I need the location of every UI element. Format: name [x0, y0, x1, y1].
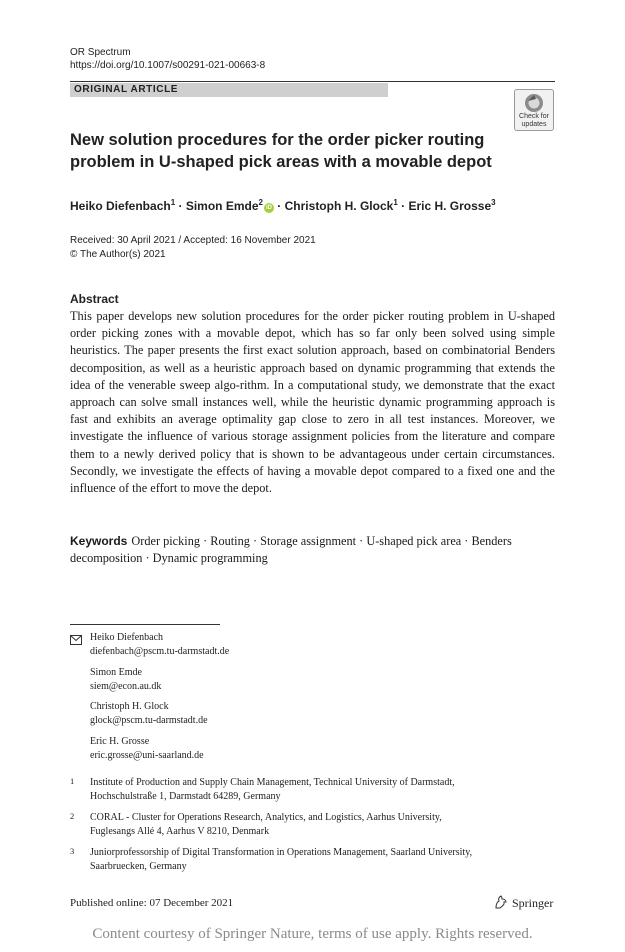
copyright-notice: © The Author(s) 2021	[70, 249, 166, 260]
affiliation-text	[90, 811, 550, 839]
keywords-label: Keywords	[70, 534, 128, 548]
author-affiliation-marker: 2	[258, 198, 263, 207]
title-line-1: New solution procedures for the order picker routing	[70, 131, 485, 149]
author-name[interactable]: Heiko Diefenbach	[70, 199, 171, 213]
affiliation-text	[90, 776, 550, 804]
contact-email[interactable]: eric.grosse@uni-saarland.de	[90, 750, 204, 761]
author-separator: ·	[397, 199, 409, 213]
check-updates-line-1: Check for	[519, 113, 549, 120]
orcid-icon[interactable]: iD	[265, 205, 272, 211]
springer-logo	[493, 894, 553, 911]
affiliation-line: Institute of Production and Supply Chain Management, Technical University of Darmstadt,	[90, 777, 455, 788]
author-separator: ·	[175, 199, 186, 213]
contact-name: Heiko Diefenbach	[90, 632, 164, 643]
affiliation-number: 2	[70, 811, 75, 821]
author-name[interactable]: Eric H. Grosse	[408, 199, 492, 213]
affiliation-line: Juniorprofessorship of Digital Transformation in Operations Management, Saarland University,	[90, 847, 473, 858]
article-title	[70, 129, 530, 173]
affiliation-line: CORAL - Cluster for Operations Research, Analytics, and Logistics, Aarhus University,	[90, 812, 442, 823]
doi-link[interactable]: https://doi.org/10.1007/s00291-021-00663-8	[70, 60, 266, 71]
author-name[interactable]: Christoph H. Glock	[284, 199, 394, 213]
springer-wordmark: Springer	[512, 896, 554, 910]
author-affiliation-marker: 3	[491, 198, 496, 207]
author-separator: ·	[273, 199, 285, 213]
received-accepted-dates: Received: 30 April 2021 / Accepted: 16 November 2021	[70, 235, 316, 246]
footnote-rule	[70, 624, 220, 625]
header-rule	[70, 81, 555, 82]
affiliation-number: 1	[70, 776, 75, 786]
keywords-text: Order picking · Routing · Storage assignment · U-shaped pick area · Benders decomposition · Dynamic programming	[70, 534, 512, 566]
affiliation-line: Fuglesangs Allé 4, Aarhus V 8210, Denmark	[90, 826, 270, 837]
affiliation-line: Saarbruecken, Germany	[90, 861, 187, 872]
author-affiliation-marker: 1	[393, 198, 398, 207]
contact-name: Christoph H. Glock	[90, 701, 169, 712]
article-type-banner: ORIGINAL ARTICLE	[70, 83, 388, 97]
affiliation-number: 3	[70, 846, 75, 856]
author-affiliation-marker: 1	[170, 198, 176, 207]
abstract-heading: Abstract	[70, 292, 119, 306]
affiliation-text	[90, 846, 550, 874]
abstract-text: This paper develops new solution procedures for the order picker routing problem in U-shaped order picking zones with a movable depot, which has so far only been solved using simple heuristics. The paper presents the first exact solution approach, based on combinatorial Benders decomposition, as well as a heuristic approach based on dynamic programming that extends the idea of the venerable sweep algo-rithm. In a computational study, we demonstrate that the exact approach can solve small instances well, while the heuristic dynamic programming approach is fast and exhibits an average optimality gap close to zero in all test instances. Moreover, we investigate the influence of various storage assignment policies from the literature and compare them to a newly derived policy that is shown to be advantageous under certain circumstances. Secondly, we investigate the effects of having a movable depot compared to a fixed one and the influence of the effort to move the depot.	[70, 309, 555, 496]
keywords-section	[70, 533, 555, 567]
title-line-2: problem in U-shaped pick areas with a movable depot	[70, 153, 492, 171]
affiliation-line: Hochschulstraße 1, Darmstadt 64289, Germany	[90, 791, 281, 802]
published-online-date: Published online: 07 December 2021	[70, 897, 234, 909]
contact-email[interactable]: diefenbach@pscm.tu-darmstadt.de	[90, 646, 230, 657]
copyright-courtesy-notice: Content courtesy of Springer Nature, terms of use apply. Rights reserved.	[92, 926, 533, 942]
contact-email[interactable]: glock@pscm.tu-darmstadt.de	[90, 715, 208, 726]
envelope-icon	[70, 632, 82, 650]
contact-email[interactable]: siem@econ.au.dk	[90, 681, 162, 692]
contact-name: Eric H. Grosse	[90, 736, 150, 747]
contact-name: Simon Emde	[90, 667, 142, 678]
author-list	[70, 195, 496, 214]
check-updates-line-2: updates	[521, 121, 547, 128]
springer-horse-icon	[493, 894, 509, 910]
check-updates-icon	[524, 93, 544, 113]
author-name[interactable]: Simon Emde	[185, 199, 259, 213]
check-for-updates-badge[interactable]	[514, 89, 554, 131]
journal-name: OR Spectrum	[70, 47, 131, 58]
